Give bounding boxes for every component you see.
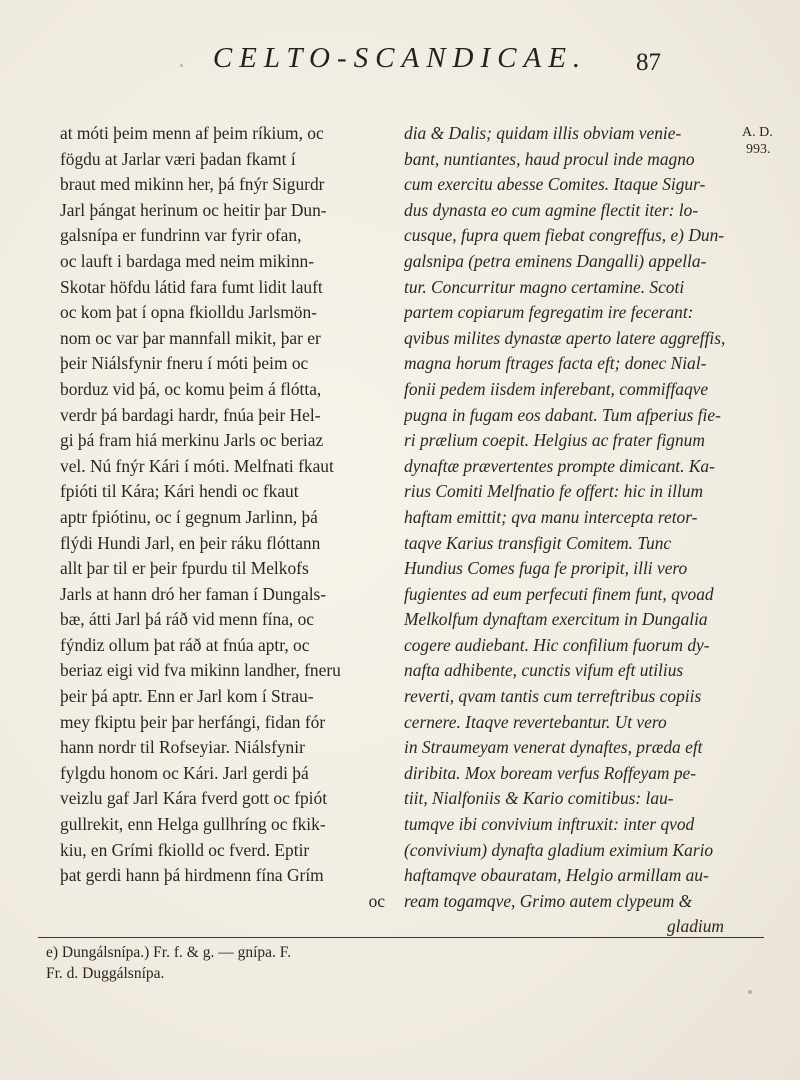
latin-text-line: Melkolfum dynaftam exercitum in Dungalia bbox=[404, 609, 708, 630]
latin-text-line: rius Comiti Melfnatio fe offert: hic in illum bbox=[404, 481, 704, 502]
latin-text-line: dynaftæ prævertentes prompte dimicant. Ka- bbox=[404, 455, 715, 476]
margin-note-year: 993. bbox=[746, 142, 771, 157]
footnote-rule bbox=[38, 937, 764, 938]
margin-note-date bbox=[742, 124, 794, 158]
icelandic-text-line: braut med mikinn her, þá fnýr Sigurdr bbox=[60, 174, 325, 195]
icelandic-text-line: flýdi Hundi Jarl, en þeir ráku flóttann bbox=[60, 532, 321, 553]
icelandic-text-line: hann nordr til Rofseyiar. Niálsfynir bbox=[60, 737, 305, 758]
icelandic-text-line: þat gerdi hann þá hirdmenn fína Grím bbox=[60, 865, 324, 886]
latin-text-line: cernere. Itaqve revertebantur. Ut vero bbox=[404, 711, 667, 732]
icelandic-text-line: Jarls at hann dró her faman í Dungals- bbox=[60, 583, 327, 604]
latin-text-line: (convivium) dynafta gladium eximium Kario bbox=[404, 839, 714, 860]
paper-speck bbox=[180, 64, 183, 67]
latin-text-line: partem copiarum fegregatim ire fecerant: bbox=[404, 302, 694, 323]
latin-text-line: in Straumeyam venerat dynaftes, præda eft bbox=[404, 737, 703, 758]
icelandic-text-line: bæ, átti Jarl þá ráð vid menn fína, oc bbox=[60, 609, 315, 630]
icelandic-text-line: oc lauft i bardaga med neim mikinn- bbox=[60, 250, 315, 271]
latin-text-line: fugientes ad eum perfecuti finem funt, qvoad bbox=[404, 583, 714, 604]
latin-text-line: magna horum ftrages facta eft; donec Nial- bbox=[404, 353, 707, 374]
icelandic-text-line: veizlu gaf Jarl Kára fverd gott oc fpiót bbox=[60, 788, 328, 809]
latin-text-line: ri prælium coepit. Helgius ac frater fignum bbox=[404, 430, 705, 451]
latin-text-line: cogere audiebant. Hic confilium fuorum dy- bbox=[404, 634, 710, 655]
latin-text-line: dia & Dalis; quidam illis obviam venie- bbox=[404, 123, 682, 143]
icelandic-text-line: oc kom þat í opna fkiolldu Jarlsmön- bbox=[60, 302, 317, 323]
latin-text-line: diribita. Mox boream verfus Roffeyam pe- bbox=[404, 762, 697, 783]
latin-text-line: haftam emittit; qva manu intercepta retor- bbox=[404, 506, 698, 527]
icelandic-text-line: kiu, en Grími fkiolld oc fverd. Eptir bbox=[60, 839, 310, 860]
latin-text-line: pugna in fugam eos dabant. Tum afperius fie- bbox=[404, 404, 721, 425]
paper-speck bbox=[748, 990, 752, 994]
latin-text-catchword: gladium bbox=[666, 916, 724, 937]
icelandic-text-line: allt þar til er þeir fpurdu til Melkofs bbox=[60, 558, 309, 579]
latin-text-line: reverti, qvam tantis cum terreftribus copiis bbox=[404, 686, 702, 707]
icelandic-text-line: gullrekit, enn Helga gullhríng oc fkik- bbox=[60, 814, 326, 835]
latin-text-column bbox=[404, 121, 734, 940]
icelandic-text-line: fýndiz ollum þat ráð at fnúa aptr, oc bbox=[60, 634, 310, 655]
icelandic-text-line: aptr fpiótinu, oc í gegnum Jarlinn, þá bbox=[60, 506, 318, 527]
latin-text-line: tiit, Nialfoniis & Kario comitibus: lau- bbox=[404, 788, 674, 809]
icelandic-text-line: at móti þeim menn af þeim ríkium, oc bbox=[60, 123, 324, 143]
latin-text-line: tumqve ibi convivium inftruxit: inter qvod bbox=[404, 814, 695, 835]
icelandic-text-line: borduz vid þá, oc komu þeim á flótta, bbox=[60, 378, 322, 399]
icelandic-text-line: fögdu at Jarlar væri þadan fkamt í bbox=[60, 148, 296, 169]
icelandic-text-line: beriaz eigi vid fva mikinn landher, fneru bbox=[60, 660, 341, 681]
icelandic-text-line: vel. Nú fnýr Kári í móti. Melfnati fkaut bbox=[60, 455, 334, 476]
latin-text-line: haftamqve obauratam, Helgio armillam au- bbox=[404, 865, 709, 886]
icelandic-text-line: gi þá fram hiá merkinu Jarls oc beriaz bbox=[60, 430, 324, 451]
latin-text-line: tur. Concurritur magno certamine. Scoti bbox=[404, 276, 685, 297]
latin-text-line: qvibus milites dynastæ aperto latere aggreffis, bbox=[404, 327, 726, 348]
margin-note-era: A. D. bbox=[742, 125, 773, 140]
icelandic-text-line: galsnípa er fundrinn var fyrir ofan, bbox=[60, 225, 302, 246]
icelandic-text-line: Jarl þángat herinum oc heitir þar Dun- bbox=[60, 199, 327, 220]
icelandic-text-line: mey fkiptu þeir þar herfángi, fidan fór bbox=[60, 711, 326, 732]
footnote-line: Fr. d. Duggálsnípa. bbox=[46, 965, 165, 982]
latin-text-line: taqve Karius transfigit Comitem. Tunc bbox=[404, 532, 672, 553]
latin-text-line: fonii pedem iisdem inferebant, commiffaqve bbox=[404, 378, 709, 399]
icelandic-text-line: fpióti til Kára; Kári hendi oc fkaut bbox=[60, 481, 299, 502]
footnote-line: e) Dungálsnípa.) Fr. f. & g. — gnípa. F. bbox=[46, 944, 292, 961]
icelandic-text-catchword: oc bbox=[368, 890, 385, 911]
latin-text-line: bant, nuntiantes, haud procul inde magno bbox=[404, 148, 695, 169]
icelandic-text-line: þeir Niálsfynir fneru í móti þeim oc bbox=[60, 353, 309, 374]
icelandic-text-line: Skotar höfdu látid fara fumt lidit lauft bbox=[60, 276, 323, 297]
latin-text-line: ream togamqve, Grimo autem clypeum & bbox=[404, 890, 693, 911]
latin-text-line: dus dynasta eo cum agmine flectit iter: lo- bbox=[404, 199, 699, 220]
icelandic-text-line: nom oc var þar mannfall mikit, þar er bbox=[60, 327, 321, 348]
page-header bbox=[0, 42, 800, 92]
footnote bbox=[46, 942, 646, 984]
icelandic-text-line: þeir þá aptr. Enn er Jarl kom í Strau- bbox=[60, 686, 314, 707]
latin-text-line: cusque, fupra quem fiebat congreffus, e) Dun- bbox=[404, 225, 725, 246]
running-head: CELTO-SCANDICAE. bbox=[212, 42, 588, 74]
icelandic-text-line: verdr þá bardagi hardr, fnúa þeir Hel- bbox=[60, 404, 321, 425]
latin-text-line: cum exercitu abesse Comites. Itaque Sigur- bbox=[404, 174, 706, 195]
latin-text-line: nafta adhibente, cunctis vifum eft utilius bbox=[404, 660, 684, 681]
latin-text-line: Hundius Comes fuga fe proripit, illi vero bbox=[404, 558, 688, 579]
page-number: 87 bbox=[636, 49, 661, 76]
latin-text-line: galsnipa (petra eminens Dangalli) appella- bbox=[404, 250, 707, 271]
icelandic-text-column bbox=[60, 121, 385, 914]
icelandic-text-line: fylgdu honom oc Kári. Jarl gerdi þá bbox=[60, 762, 309, 783]
